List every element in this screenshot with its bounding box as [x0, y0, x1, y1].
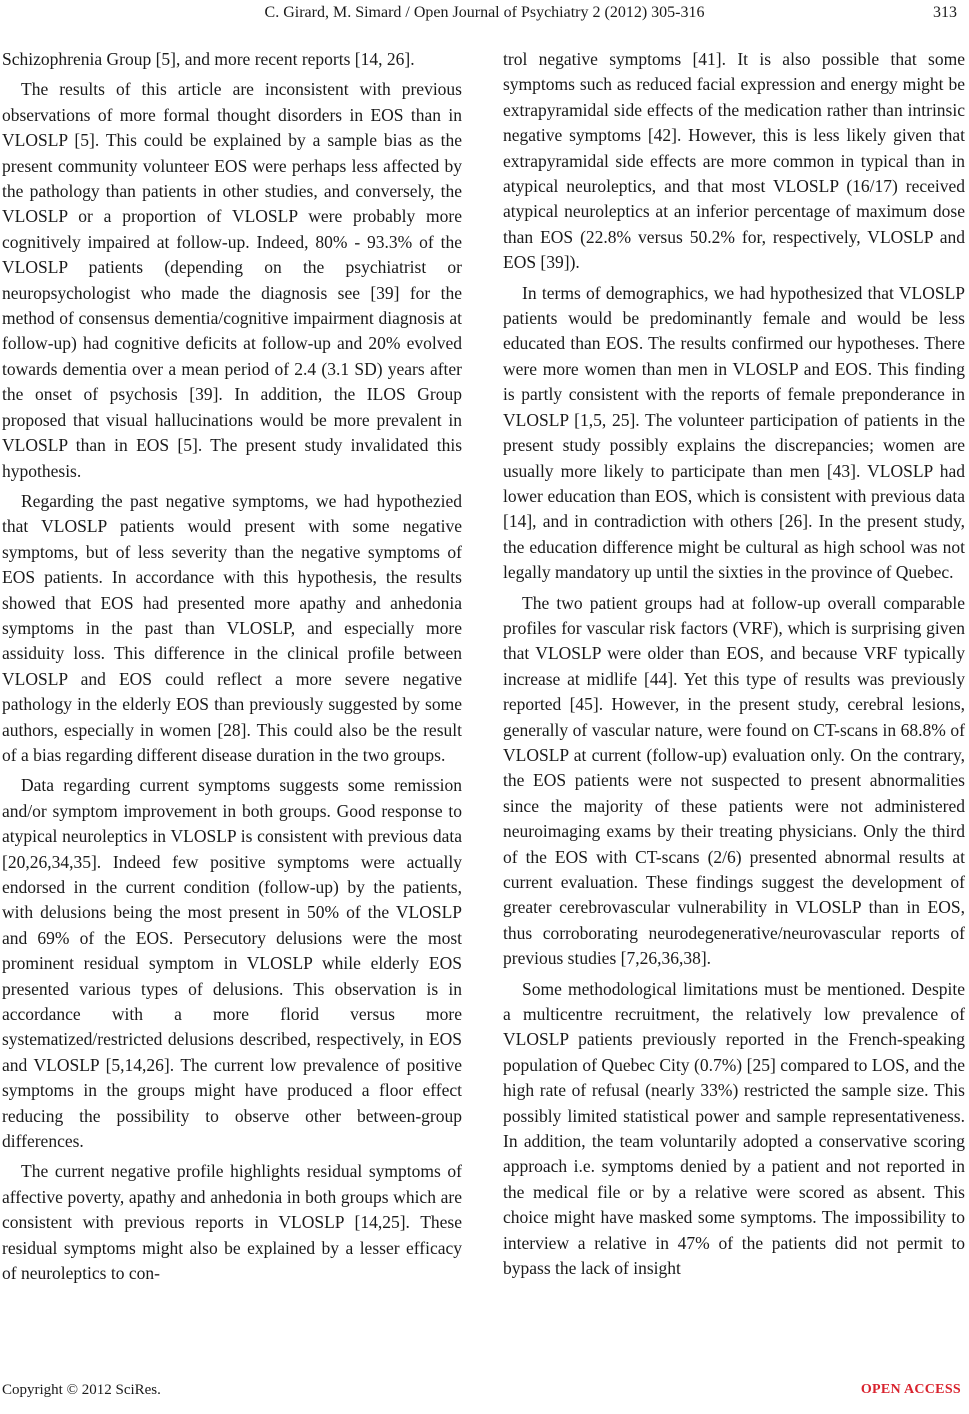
paragraph: The two patient groups had at follow-up overall comparable profiles for vascular risk factors (VRF), which is surprising given that VLOSLP were older than EOS, and because VRF typically increase at midlife [44]. Yet this type of results was previously reported [45]. However, in the present study, cerebral lesions, generally of vascular nature, were found on CT-scans in 68.8% of VLOSLP at current (follow-up) evaluation only. On the contrary, the EOS patients were not suspected to present abnormalities since the majority of these patients were not administered neuroimaging exams by their treating physicians. Only the third of the EOS with CT-scans (2/6) presented abnormal results at current evaluation. These findings suggest the development of greater cerebrovascular vulnerability in VLOSLP than in EOS, thus corroborating neurodegenerative/neurovascular reports of previous studies [7,26,36,38]. [503, 592, 965, 969]
paragraph: In terms of demographics, we had hypothesized that VLOSLP patients would be predominantly female and would be less educated than EOS. The results confirmed our hypotheses. There were more women than men in VLOSLP and EOS. This finding is partly consistent with the reports of female preponderance in VLOSLP [1,5, 25]. The volunteer participation of patients in the present study possibly explains the discrepancies; women are usually more likely to participate than men [43]. VLOSLP had lower education than EOS, which is consistent with previous data [14], and in contradiction with others [26]. In the present study, the education difference might be cultural as high school was not legally mandatory up until the sixties in the province of Quebec. [503, 282, 965, 583]
paragraph: Some methodological limitations must be mentioned. Despite a multicentre recruitment, the relatively low prevalence of VLOSLP patients previously reported in the French-speaking population of Quebec City (0.7%) [25] compared to LOS, and the high rate of refusal (nearly 33%) restricted the sample size. This possibly limited statistical power and sample representativeness. In addition, the team voluntarily adopted a conservative scoring approach i.e. symptoms denied by a patient and not reported in the medical file or by a relative were scored as absent. This choice might have masked some symptoms. The impossibility to interview a relative in 47% of the patients did not permit to bypass the lack of insight [503, 978, 965, 1279]
paragraph: Schizophrenia Group [5], and more recent reports [14, 26]. [2, 49, 415, 69]
copyright-notice: Copyright © 2012 SciRes. [2, 1382, 161, 1398]
page-footer [0, 1382, 969, 1404]
running-title: C. Girard, M. Simard / Open Journal of Psychiatry 2 (2012) 305-316 [264, 4, 705, 21]
paragraph: Regarding the past negative symptoms, we had hypothezied that VLOSLP patients would present with some negative symptoms, but of less severity than the negative symptoms of EOS patients. In accordance with this hypothesis, the results showed that EOS had presented more apathy and anhedonia symptoms in the past than VLOSLP, and especially more assiduity loss. This difference in the clinical profile between VLOSLP and EOS could reflect a more severe negative pathology in the elderly EOS than previously suggested by some authors, especially in women [28]. This could also be the result of a bias regarding different disease duration in the two groups. [2, 490, 462, 765]
paragraph: trol negative symptoms [41]. It is also possible that some symptoms such as reduced facial expression and energy might be extrapyramidal side effects of the medication rather than intrinsic negative symptoms [42]. However, this is less likely given that extrapyramidal side effects are more common in typical than in atypical neuroleptics, and that most VLOSLP (16/17) received atypical neuroleptics at an inferior percentage of maximum dose than EOS (22.8% versus 50.2% for, respectively, VLOSLP and EOS [39]). [503, 49, 965, 273]
left-column [2, 47, 462, 1287]
paragraph: The results of this article are inconsistent with previous observations of more formal thought disorders in EOS than in VLOSLP [5]. This could be explained by a sample bias as the present community volunteer EOS were perhaps less affected by the pathology than patients in other studies, and conversely, the VLOSLP or a proportion of VLOSLP were probably more cognitively impaired at follow-up. Indeed, 80% - 93.3% of the VLOSLP patients (depending on the psychiatrist or neuropsychologist who made the diagnosis see [39] for the method of consensus dementia/cognitive impairment diagnosis at follow-up) had cognitive deficits at follow-up and 20% evolved towards dementia over a mean period of 2.4 (3.1 SD) years after the onset of psychosis [39]. In addition, the ILOS Group proposed that visual hallucinations would be more prevalent in VLOSLP than in EOS [5]. The present study invalidated this hypothesis. [2, 79, 462, 481]
open-access-label: OPEN ACCESS [860, 1382, 961, 1397]
paragraph: Data regarding current symptoms suggests some remission and/or symptom improvement in both groups. Good response to atypical neuroleptics in VLOSLP is consistent with previous data [20,26,34,35]. Indeed few positive symptoms were actually endorsed in the current condition (follow-up) by the patients, with delusions being the most present in 50% of the VLOSLP and 69% of the EOS. Persecutory delusions were the most prominent residual symptom in VLOSLP while elderly EOS presented various types of delusions. This observation is in accordance with a more florid versus more systematized/restricted delusions described, respectively, in EOS and VLOSLP [5,14,26]. The current low prevalence of positive symptoms in the groups might have produced a floor effect reducing the possibility to observe other between-group differences. [2, 775, 462, 1152]
paragraph: The current negative profile highlights residual symptoms of affective poverty, apathy and anhedonia in both groups which are consistent with previous reports in VLOSLP [14,25]. These residual symptoms might also be explained by a lesser efficacy of neuroleptics to con- [2, 1161, 462, 1284]
page-number: 313 [933, 4, 957, 21]
running-header [0, 0, 969, 24]
right-column [503, 47, 965, 1282]
